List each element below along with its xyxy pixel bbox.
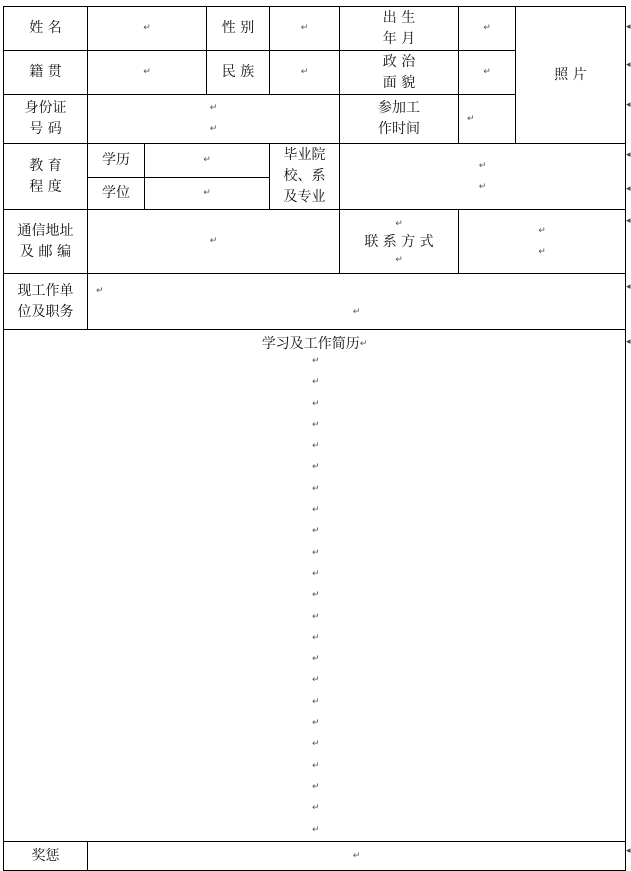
paragraph-mark: ↵ [312,462,320,473]
paragraph-mark: ↵ [483,67,491,77]
paragraph-mark: ↵ [312,568,320,579]
label-contact [339,209,459,274]
row-end-mark: ◂ [626,150,631,160]
field-id-number[interactable] [87,94,340,144]
paragraph-mark: ↵ [312,547,320,558]
field-degree[interactable] [144,177,270,210]
paragraph-mark: ↵ [312,590,320,601]
label-ethnicity: 民 族 [206,50,270,95]
paragraph-mark: ↵ [312,398,320,409]
paragraph-mark: ↵ [483,23,491,33]
field-name[interactable] [87,6,207,51]
paragraph-mark: ↵ [352,851,361,861]
row-end-mark: ◂ [626,282,631,292]
paragraph-mark: ↵ [312,696,320,707]
paragraph-mark: ↵ [300,23,309,33]
paragraph-mark: ↵ [312,526,320,537]
paragraph-mark: ↵ [395,254,403,265]
paragraph-mark: ↵ [538,246,546,257]
label-awards: 奖惩 [3,841,88,871]
label-native: 籍 贯 [3,50,88,95]
label-degree-level: 学历 [87,143,145,178]
paragraph-mark: ↵ [312,505,320,516]
field-birth[interactable] [458,6,516,51]
paragraph-mark: ↵ [312,632,320,643]
field-address[interactable] [87,209,340,274]
label-contact-text: 联 系 方 式 [364,233,434,250]
label-education: 教 育 程 度 [3,143,88,210]
paragraph-mark: ↵ [312,781,320,792]
label-name: 姓 名 [3,6,88,51]
label-gender: 性 别 [206,6,270,51]
label-school: 毕业院 校、系 及专业 [269,143,340,210]
paragraph-mark: ↵ [312,483,320,494]
paragraph-mark: ↵ [312,718,320,729]
row-end-mark: ◂ [626,846,631,856]
paragraph-mark: ↵ [478,160,487,171]
paragraph-mark: ↵ [203,188,211,198]
paragraph-mark: ↵ [312,377,320,388]
label-id-number: 身份证 号 码 [3,94,88,144]
label-address: 通信地址 及 邮 编 [3,209,88,274]
paragraph-mark: ↵ [209,236,218,246]
field-employer[interactable] [87,273,626,330]
field-gender[interactable] [269,6,340,51]
field-native[interactable] [87,50,207,95]
row-end-mark: ◂ [626,22,631,32]
field-political[interactable] [458,50,516,95]
paragraph-mark: ↵ [312,441,320,452]
field-ethnicity[interactable] [269,50,340,95]
label-history: 学习及工作简历 [261,336,360,352]
label-birth: 出 生 年 月 [339,6,459,51]
row-end-mark: ◂ [626,100,631,110]
photo-box[interactable] [515,6,626,144]
field-contact[interactable] [458,209,626,274]
paragraph-mark: ↵ [312,611,320,622]
paragraph-mark: ↵ [96,285,104,296]
row-end-mark: ◂ [626,337,631,347]
field-degree-level[interactable] [144,143,270,178]
paragraph-mark: ↵ [300,67,309,77]
paragraph-mark: ↵ [478,181,487,192]
label-political: 政 治 面 貌 [339,50,459,95]
field-work-start[interactable] [458,94,516,144]
paragraph-mark: ↵ [209,124,218,134]
paragraph-mark: ↵ [467,113,475,124]
paragraph-mark: ↵ [312,419,320,430]
label-degree: 学位 [87,177,145,210]
row-end-mark: ◂ [626,184,631,194]
paragraph-mark: ↵ [352,306,361,317]
field-awards[interactable] [87,841,626,871]
paragraph-mark: ↵ [312,803,320,814]
field-school[interactable] [339,143,626,210]
paragraph-mark: ↵ [395,218,403,229]
label-photo: 照 片 [554,66,587,83]
paragraph-mark: ↵ [359,339,368,349]
paragraph-mark: ↵ [312,356,320,366]
paragraph-mark: ↵ [312,760,320,771]
paragraph-mark: ↵ [538,225,546,236]
history-paragraph-marks [312,351,324,841]
paragraph-mark: ↵ [209,103,218,113]
paragraph-mark: ↵ [312,739,320,750]
paragraph-mark: ↵ [143,23,151,33]
paragraph-mark: ↵ [143,67,151,77]
row-end-mark: ◂ [626,216,631,226]
paragraph-mark: ↵ [203,155,211,165]
paragraph-mark: ↵ [312,824,320,835]
label-employer: 现工作单 位及职务 [3,273,88,330]
paragraph-mark: ↵ [312,654,320,665]
paragraph-mark: ↵ [312,675,320,686]
label-work-start: 参加工 作时间 [339,94,459,144]
row-end-mark: ◂ [626,60,631,70]
